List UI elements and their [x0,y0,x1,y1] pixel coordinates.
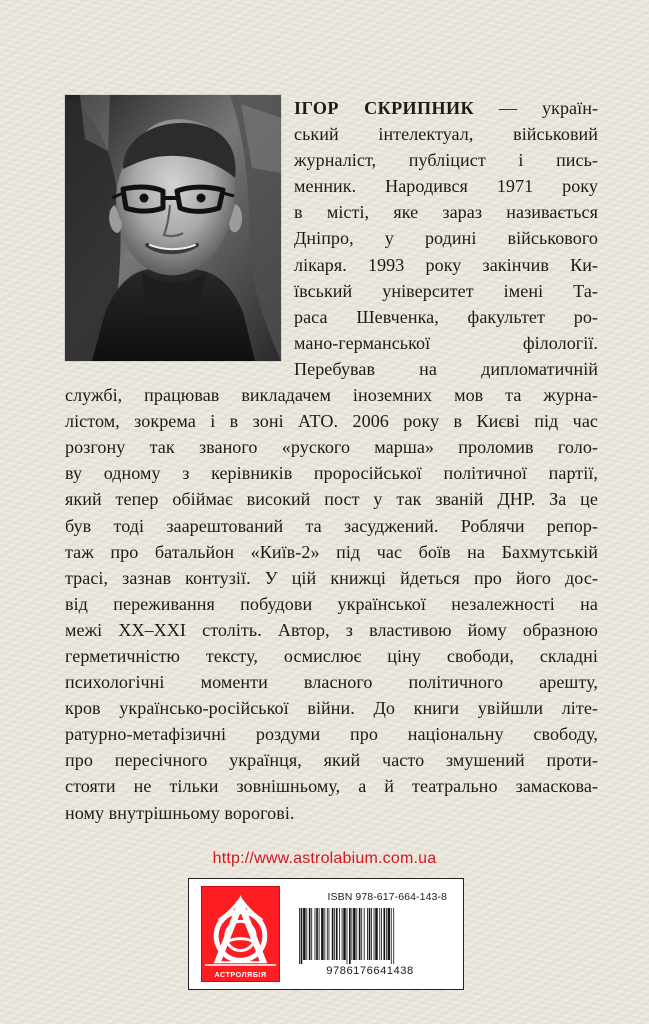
bio-line: ратурно-метафізичні роздуми про національну свободу, [65,724,598,745]
bio-line: розгону так званого «руского марша» проломив голо- [65,437,598,458]
isbn-number: ISBN 978-617-664-143-8 [327,891,447,903]
barcode-bar [343,908,345,960]
author-biography [65,95,598,826]
bio-line: який тепер обіймає високий пост у так званій ДНР. За це [65,489,598,510]
barcode-bar [342,908,343,960]
publisher-name: АСТРОЛЯБІЯ [214,969,267,979]
barcode-bar [327,908,328,960]
barcode-bar [303,908,305,960]
barcode-bar [371,908,372,960]
barcode-bar [393,908,394,964]
bio-line-suffix: — україн- [473,98,599,118]
bio-line [294,95,598,121]
barcode-bar [334,908,335,960]
barcode [297,908,446,964]
barcode-bar [306,908,307,960]
bio-line: лістом, зокрема і в зоні АТО. 2006 року в Києві під час [65,411,598,432]
bio-line: ївський університет імені Та- [294,280,598,301]
bio-line: межі ХХ–ХХІ століть. Автор, з властивою йому образною [65,619,598,640]
bio-line: трасі, зазнав контузії. У цій книжці йдеться про його дос- [65,567,598,588]
bio-line: мано-германської філології. [294,332,598,353]
barcode-bar [359,908,361,960]
bio-line: був тоді заарештований та засуджений. Роблячи репор- [65,515,598,536]
barcode-bar [347,908,348,964]
barcode-bar [383,908,385,960]
bio-line: ський інтелектуал, військовий [294,124,598,145]
barcode-bar [336,908,338,960]
barcode-bar [351,908,352,960]
barcode-bar [329,908,330,960]
bio-line: в місті, яке зараз називається [294,202,598,223]
bio-line: про пересічного українця, який часто змушений проти- [65,750,598,771]
barcode-bar [353,908,355,960]
barcode-bar [361,908,362,960]
barcode-bar [364,908,365,960]
barcode-bar [309,908,311,960]
bio-line: Дніпро, у родині військового [294,228,598,249]
barcode-bar [375,908,377,960]
barcode-bar [349,908,351,964]
barcode-bar [324,908,325,960]
barcode-bar [381,908,382,960]
bio-line: психологічні моменти власного політичного арешту, [65,672,598,693]
bio-line: таж про батальйон «Київ-2» під час боїв на Бахмутській [65,541,598,562]
bio-line: службі, працював викладачем іноземних мов та журна- [65,385,598,406]
bio-line: ву одному з керівників проросійської політичної партії, [65,463,598,484]
publisher-website-link[interactable]: http://www.astrolabium.com.ua [212,850,437,867]
barcode-bar [388,908,390,960]
barcode-panel [188,878,464,990]
bio-line: від переживання побудови української незалежності на [65,593,598,614]
barcode-bar [316,908,318,960]
barcode-bar [391,908,392,964]
barcode-bar [301,908,303,964]
barcode-bar [339,908,340,960]
bio-line: менник. Народився 1971 року [294,176,598,197]
barcode-bar [332,908,334,960]
bio-line: лікаря. 1993 року закінчив Ки- [294,254,598,275]
bio-line: кров українсько-російської війни. До книги увійшли літе- [65,698,598,719]
bio-line: журналіст, публіцист і пись- [294,150,598,171]
barcode-bar [311,908,312,960]
barcode-bar [299,908,300,964]
barcode-bar [374,908,375,960]
author-name: ІГОР СКРИПНИК [294,98,474,118]
barcode-bar [319,908,320,960]
barcode-bar [386,908,387,960]
bio-line: Перебував на дипломатичній [294,358,598,379]
barcode-number: 9786176641438 [326,965,414,977]
bio-line: стояти не тільки зовнішньому, а й театрально замаскова- [65,776,598,797]
bio-line: раса Шевченка, факультет ро- [294,306,598,327]
barcode-bar [315,908,316,960]
barcode-bar [356,908,357,960]
barcode-bar [369,908,371,960]
barcode-bar [321,908,323,960]
bio-line: герметичністю тексту, осмислює ціну свободи, складні [65,645,598,666]
astrolabe-logo-icon [201,886,280,982]
bio-line: ному внутрішньому ворогові. [65,802,295,823]
barcode-bar [379,908,380,960]
barcode-bar [367,908,368,960]
